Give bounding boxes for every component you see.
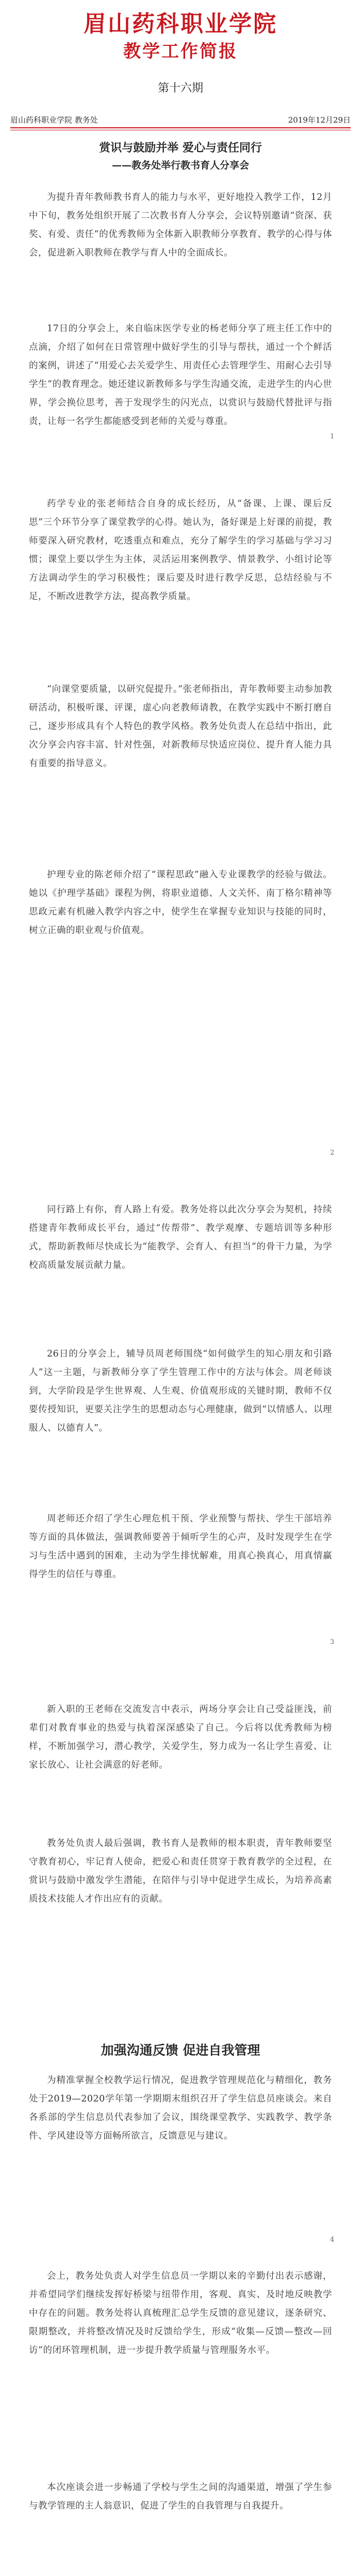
school-name: 眉山药科职业学院: [84, 11, 277, 37]
page-number: 3: [330, 1638, 335, 1646]
article-paragraph: 26日的分享会上，辅导员周老师围绕“如何做学生的知心朋友和引路人”这一主题，与新教师分享了学生管理工作中的方法与体会。周老师谈到，大学阶段是学生世界观、人生观、价值观形成的关键时期，教师不仅要传授知识，更要关注学生的思想动态与心理健康，做到“以情感人、以理服人、以德育人”。: [29, 1349, 332, 1433]
section-paragraph: 会上，教务处负责人对学生信息员一学期以来的辛勤付出表示感谢，并希望同学们继续发挥好桥梁与纽带作用，客观、真实、及时地反映教学中存在的问题。教务处将认真梳理汇总学生反馈的意见建议，逐条研究、限期整改，并将整改情况及时反馈给学生，形成“收集—反馈—整改—回访”的闭环管理机制，进一步提升教学质量与管理服务水平。: [29, 2271, 332, 2355]
article-paragraph: 17日的分享会上，来自临床医学专业的杨老师分享了班主任工作中的点滴，介绍了如何在日常管理中做好学生的引导与帮扶，通过一个个鲜活的案例，讲述了“用爱心去关爱学生、用责任心去管理学生、用耐心去引导学生”的教育理念。她还建议新教师多与学生沟通交流，走进学生的内心世界，学会换位思考，善于发现学生的闪光点，以赏识与鼓励代替批评与指责，让每一名学生都能感受到老师的关爱与尊重。: [29, 324, 332, 427]
section-paragraph: 本次座谈会进一步畅通了学校与学生之间的沟通渠道，增强了学生参与教学管理的主人翁意识，促进了学生的自我管理与自我提升。: [29, 2482, 332, 2511]
publish-date: 2019年12月29日: [288, 115, 351, 125]
article-paragraph: 教务处负责人最后强调，教书育人是教师的根本职责，青年教师要坚守教育初心，牢记育人使命，把爱心和责任贯穿于教育教学的全过程，在赏识与鼓励中激发学生潜能，在陪伴与引导中促进学生成长，为培养高素质技术技能人才作出应有的贡献。: [29, 1838, 332, 1904]
page-number: 1: [330, 433, 335, 440]
publisher: 眉山药科职业学院 教务处: [10, 115, 98, 125]
article-paragraph: “向课堂要质量，以研究促提升。”张老师指出，青年教师要主动参加教研活动，积极听课、评课，虚心向老教师请教，在教学实践中不断打磨自己，逐步形成具有个人特色的教学风格。教务处负责人在总结中指出，此次分享会内容丰富、针对性强，对新教师尽快适应岗位、提升育人能力具有重要的指导意义。: [29, 684, 332, 769]
article-paragraph: 同行路上有你，育人路上有爱。教务处将以此次分享会为契机，持续搭建青年教师成长平台，通过“传帮带”、教学观摩、专题培训等多种形式，帮助新教师尽快成长为“能教学、会育人、有担当”的骨干力量，为学校高质量发展贡献力量。: [29, 1205, 332, 1270]
article-subtitle: ——教务处举行教书育人分享会: [111, 160, 249, 171]
page-number: 2: [330, 1149, 335, 1157]
publication-info: [10, 114, 351, 125]
article-paragraph: 为提升青年教师教书育人的能力与水平，更好地投入教学工作，12月中下旬，教务处组织开展了二次教书育人分享会，会议特别邀请“资深、获奖、有爱、责任”的优秀教师为全体新入职教师分享教育、教学的心得与体会，促进新入职教师在教学与育人中的全面成长。: [29, 192, 332, 258]
section-paragraph: 为精准掌握全校教学运行情况，促进教学管理规范化与精细化，教务处于2019—2020学年第一学期期末组织召开了学生信息员座谈会。来自各系部的学生信息员代表参加了会议，围绕课堂教学、实践教学、教学条件、学风建设等方面畅所欲言，反馈意见与建议。: [29, 2075, 332, 2141]
article-title: 赏识与鼓励并举 爱心与责任同行: [99, 141, 262, 155]
section-title: 加强沟通反馈 促进自我管理: [101, 2043, 260, 2058]
article-paragraph: 新入职的王老师在交流发言中表示，两场分享会让自己受益匪浅，前辈们对教育事业的热爱与执着深深感染了自己。今后将以优秀教师为榜样，不断加强学习，潜心教学，关爱学生，努力成为一名让学生喜爱、让家长放心、让社会满意的好老师。: [29, 1704, 332, 1770]
page-number: 4: [330, 2236, 335, 2244]
issue-number: 第十六期: [157, 82, 203, 95]
article-paragraph: 护理专业的陈老师介绍了“课程思政”融入专业课教学的经验与做法。她以《护理学基础》课程为例，将职业道德、人文关怀、南丁格尔精神等思政元素有机融入教学内容之中，使学生在掌握专业知识与技能的同时，树立正确的职业观与价值观。: [29, 870, 332, 936]
masthead-rule: [10, 127, 351, 128]
article-paragraph: 药学专业的张老师结合自身的成长经历，从“备课、上课、课后反思”三个环节分享了课堂教学的心得。她认为，备好课是上好课的前提，教师要深入研究教材，吃透重点和难点，充分了解学生的学习基础与学习习惯；课堂上要以学生为主体，灵活运用案例教学、情景教学、小组讨论等方法调动学生的学习积极性；课后要及时进行教学反思，总结经验与不足，不断改进教学方法，提高教学质量。: [29, 499, 332, 602]
bulletin-title: 教学工作简报: [123, 41, 238, 62]
article-paragraph: 周老师还介绍了学生心理危机干预、学业预警与帮扶、学生干部培养等方面的具体做法，强调教师要善于倾听学生的心声，及时发现学生在学习与生活中遇到的困难，主动为学生排忧解难，用真心换真心，用真情赢得学生的信任与尊重。: [29, 1514, 332, 1580]
